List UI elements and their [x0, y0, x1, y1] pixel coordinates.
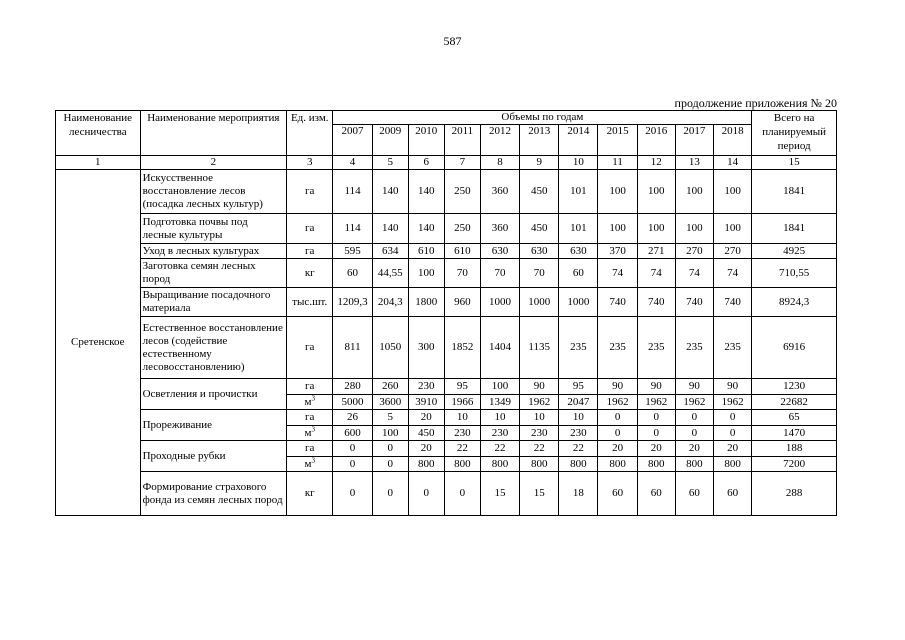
total-cell: 6916	[752, 317, 837, 379]
activity-name: Искусственное восстановление лесов (посадка лесных культур)	[140, 170, 286, 214]
value-cell: 95	[559, 379, 598, 395]
column-number: 1	[56, 156, 141, 170]
header-year: 2017	[675, 125, 713, 156]
unit-cell	[287, 244, 333, 259]
value-cell: 44,55	[372, 259, 408, 288]
value-cell: 15	[520, 472, 559, 516]
total-cell: 188	[752, 441, 837, 457]
value-cell: 0	[333, 472, 372, 516]
header-volumes: Объемы по годам	[333, 111, 752, 125]
value-cell: 800	[408, 457, 444, 472]
value-cell: 1800	[408, 288, 444, 317]
unit-text: кг	[304, 266, 315, 279]
value-cell: 300	[408, 317, 444, 379]
unit-text: га	[305, 222, 315, 234]
value-cell: 800	[520, 457, 559, 472]
value-cell: 1962	[520, 395, 559, 410]
total-cell: 7200	[752, 457, 837, 472]
value-cell: 235	[598, 317, 637, 379]
activity-name: Формирование страхового фонда из семян лесных пород	[140, 472, 286, 516]
table-row	[56, 410, 837, 426]
value-cell: 235	[559, 317, 598, 379]
value-cell: 610	[408, 244, 444, 259]
unit-superscript: 3	[311, 456, 315, 464]
value-cell: 595	[333, 244, 372, 259]
value-cell: 20	[598, 441, 637, 457]
column-number: 14	[713, 156, 751, 170]
value-cell: 0	[372, 472, 408, 516]
activity-name: Прореживание	[140, 410, 286, 441]
value-cell: 230	[444, 426, 480, 441]
value-cell: 101	[559, 214, 598, 244]
column-number: 13	[675, 156, 713, 170]
value-cell: 235	[637, 317, 675, 379]
value-cell: 1962	[675, 395, 713, 410]
value-cell: 0	[675, 426, 713, 441]
header-year: 2009	[372, 125, 408, 156]
value-cell: 630	[480, 244, 519, 259]
unit-text: тыс.шт.	[292, 295, 328, 308]
value-cell: 100	[480, 379, 519, 395]
value-cell: 95	[444, 379, 480, 395]
value-cell: 960	[444, 288, 480, 317]
value-cell: 70	[480, 259, 519, 288]
value-cell: 270	[713, 244, 751, 259]
value-cell: 1404	[480, 317, 519, 379]
value-cell: 800	[637, 457, 675, 472]
value-cell: 100	[598, 214, 637, 244]
value-cell: 450	[520, 170, 559, 214]
column-number: 11	[598, 156, 637, 170]
value-cell: 740	[675, 288, 713, 317]
value-cell: 280	[333, 379, 372, 395]
value-cell: 140	[408, 170, 444, 214]
value-cell: 800	[675, 457, 713, 472]
activity-name: Подготовка почвы под лесные культуры	[140, 214, 286, 244]
table-row	[56, 441, 837, 457]
value-cell: 100	[675, 214, 713, 244]
value-cell: 60	[559, 259, 598, 288]
value-cell: 0	[444, 472, 480, 516]
value-cell: 230	[408, 379, 444, 395]
unit-cell	[287, 395, 333, 410]
value-cell: 90	[675, 379, 713, 395]
table-row	[56, 259, 837, 288]
table-row	[56, 288, 837, 317]
value-cell: 10	[444, 410, 480, 426]
column-number: 5	[372, 156, 408, 170]
value-cell: 22	[559, 441, 598, 457]
total-cell: 1470	[752, 426, 837, 441]
value-cell: 20	[408, 441, 444, 457]
value-cell: 20	[408, 410, 444, 426]
unit-cell	[287, 214, 333, 244]
activity-name: Заготовка семян лесных пород	[140, 259, 286, 288]
value-cell: 250	[444, 170, 480, 214]
value-cell: 0	[598, 410, 637, 426]
value-cell: 740	[713, 288, 751, 317]
value-cell: 114	[333, 170, 372, 214]
value-cell: 450	[408, 426, 444, 441]
column-number: 3	[287, 156, 333, 170]
unit-cell	[287, 288, 333, 317]
column-number: 12	[637, 156, 675, 170]
value-cell: 22	[444, 441, 480, 457]
total-cell: 65	[752, 410, 837, 426]
value-cell: 90	[637, 379, 675, 395]
header-year: 2012	[480, 125, 519, 156]
value-cell: 1050	[372, 317, 408, 379]
value-cell: 22	[480, 441, 519, 457]
unit-text: га	[305, 442, 315, 454]
value-cell: 800	[444, 457, 480, 472]
header-year: 2007	[333, 125, 372, 156]
value-cell: 10	[480, 410, 519, 426]
value-cell: 1135	[520, 317, 559, 379]
value-cell: 60	[637, 472, 675, 516]
value-cell: 114	[333, 214, 372, 244]
value-cell: 90	[598, 379, 637, 395]
value-cell: 100	[408, 259, 444, 288]
value-cell: 100	[637, 214, 675, 244]
header-year: 2011	[444, 125, 480, 156]
value-cell: 360	[480, 214, 519, 244]
total-cell: 710,55	[752, 259, 837, 288]
value-cell: 630	[520, 244, 559, 259]
value-cell: 5	[372, 410, 408, 426]
header-year: 2016	[637, 125, 675, 156]
continuation-note: продолжение приложения № 20	[674, 96, 837, 110]
value-cell: 10	[520, 410, 559, 426]
unit-text: га	[305, 341, 315, 353]
volumes-table	[55, 110, 837, 516]
value-cell: 100	[713, 170, 751, 214]
unit-cell	[287, 426, 333, 441]
value-cell: 1000	[520, 288, 559, 317]
value-cell: 20	[675, 441, 713, 457]
value-cell: 3910	[408, 395, 444, 410]
value-cell: 18	[559, 472, 598, 516]
value-cell: 60	[675, 472, 713, 516]
value-cell: 0	[372, 441, 408, 457]
value-cell: 800	[480, 457, 519, 472]
column-number: 15	[752, 156, 837, 170]
value-cell: 140	[372, 170, 408, 214]
value-cell: 800	[713, 457, 751, 472]
total-cell: 4925	[752, 244, 837, 259]
value-cell: 74	[713, 259, 751, 288]
value-cell: 140	[372, 214, 408, 244]
unit-text: м	[304, 426, 312, 439]
value-cell: 100	[637, 170, 675, 214]
value-cell: 1962	[713, 395, 751, 410]
value-cell: 2047	[559, 395, 598, 410]
unit-text: м	[304, 457, 312, 470]
header-year: 2010	[408, 125, 444, 156]
value-cell: 800	[598, 457, 637, 472]
column-number: 6	[408, 156, 444, 170]
column-number: 8	[480, 156, 519, 170]
value-cell: 15	[480, 472, 519, 516]
value-cell: 70	[444, 259, 480, 288]
header-year: 2015	[598, 125, 637, 156]
value-cell: 250	[444, 214, 480, 244]
unit-superscript: 3	[311, 394, 315, 402]
value-cell: 1349	[480, 395, 519, 410]
activity-name: Уход в лесных культурах	[140, 244, 286, 259]
value-cell: 370	[598, 244, 637, 259]
value-cell: 100	[675, 170, 713, 214]
unit-cell	[287, 457, 333, 472]
value-cell: 270	[675, 244, 713, 259]
value-cell: 630	[559, 244, 598, 259]
value-cell: 26	[333, 410, 372, 426]
value-cell: 1962	[598, 395, 637, 410]
value-cell: 271	[637, 244, 675, 259]
unit-cell	[287, 472, 333, 516]
total-cell: 288	[752, 472, 837, 516]
value-cell: 100	[372, 426, 408, 441]
unit-superscript: 3	[311, 425, 315, 433]
table-row	[56, 472, 837, 516]
unit-cell	[287, 441, 333, 457]
column-number: 7	[444, 156, 480, 170]
header-year: 2018	[713, 125, 751, 156]
value-cell: 450	[520, 214, 559, 244]
value-cell: 235	[713, 317, 751, 379]
activity-name: Естественное восстановление лесов (содействие естественному лесовосстановлению)	[140, 317, 286, 379]
column-number: 9	[520, 156, 559, 170]
value-cell: 22	[520, 441, 559, 457]
total-cell: 1230	[752, 379, 837, 395]
activity-name: Проходные рубки	[140, 441, 286, 472]
column-number: 10	[559, 156, 598, 170]
unit-text: га	[305, 380, 315, 392]
total-cell: 8924,3	[752, 288, 837, 317]
value-cell: 204,3	[372, 288, 408, 317]
value-cell: 74	[598, 259, 637, 288]
value-cell: 20	[637, 441, 675, 457]
value-cell: 1000	[559, 288, 598, 317]
total-cell: 22682	[752, 395, 837, 410]
value-cell: 1000	[480, 288, 519, 317]
value-cell: 70	[520, 259, 559, 288]
value-cell: 1962	[637, 395, 675, 410]
value-cell: 0	[598, 426, 637, 441]
header-forestry: Наименование лесничества	[56, 111, 141, 156]
total-cell: 1841	[752, 170, 837, 214]
value-cell: 5000	[333, 395, 372, 410]
value-cell: 20	[713, 441, 751, 457]
unit-text: га	[305, 244, 315, 257]
header-total: Всего на планируемый период	[752, 111, 837, 156]
value-cell: 0	[637, 426, 675, 441]
header-year: 2014	[559, 125, 598, 156]
value-cell: 60	[333, 259, 372, 288]
value-cell: 360	[480, 170, 519, 214]
value-cell: 0	[675, 410, 713, 426]
unit-cell	[287, 170, 333, 214]
value-cell: 90	[713, 379, 751, 395]
forestry-name: Сретенское	[56, 170, 141, 516]
column-number: 4	[333, 156, 372, 170]
value-cell: 60	[598, 472, 637, 516]
value-cell: 74	[675, 259, 713, 288]
value-cell: 0	[408, 472, 444, 516]
value-cell: 1209,3	[333, 288, 372, 317]
header-year: 2013	[520, 125, 559, 156]
header-activity: Наименование мероприятия	[140, 111, 286, 156]
value-cell: 1966	[444, 395, 480, 410]
value-cell: 0	[713, 410, 751, 426]
value-cell: 230	[520, 426, 559, 441]
unit-text: кг	[304, 487, 315, 499]
value-cell: 100	[713, 214, 751, 244]
unit-text: га	[305, 185, 315, 197]
value-cell: 1852	[444, 317, 480, 379]
value-cell: 0	[333, 457, 372, 472]
value-cell: 101	[559, 170, 598, 214]
value-cell: 610	[444, 244, 480, 259]
total-cell: 1841	[752, 214, 837, 244]
value-cell: 0	[637, 410, 675, 426]
value-cell: 600	[333, 426, 372, 441]
column-number: 2	[140, 156, 286, 170]
value-cell: 74	[637, 259, 675, 288]
unit-cell	[287, 317, 333, 379]
value-cell: 0	[333, 441, 372, 457]
unit-text: га	[305, 411, 315, 423]
value-cell: 10	[559, 410, 598, 426]
value-cell: 740	[598, 288, 637, 317]
value-cell: 235	[675, 317, 713, 379]
table-row	[56, 379, 837, 395]
value-cell: 740	[637, 288, 675, 317]
unit-text: м	[304, 395, 312, 408]
value-cell: 230	[559, 426, 598, 441]
value-cell: 811	[333, 317, 372, 379]
value-cell: 230	[480, 426, 519, 441]
value-cell: 800	[559, 457, 598, 472]
value-cell: 0	[713, 426, 751, 441]
value-cell: 260	[372, 379, 408, 395]
value-cell: 3600	[372, 395, 408, 410]
value-cell: 140	[408, 214, 444, 244]
activity-name: Выращивание посадочного материала	[140, 288, 286, 317]
unit-cell	[287, 410, 333, 426]
value-cell: 90	[520, 379, 559, 395]
value-cell: 634	[372, 244, 408, 259]
header-unit: Ед. изм.	[287, 111, 333, 156]
value-cell: 100	[598, 170, 637, 214]
activity-name: Осветления и прочистки	[140, 379, 286, 410]
value-cell: 0	[372, 457, 408, 472]
page-number: 587	[443, 34, 462, 48]
table-row	[56, 244, 837, 259]
value-cell: 60	[713, 472, 751, 516]
table-row	[56, 214, 837, 244]
table-row	[56, 170, 837, 214]
unit-cell	[287, 379, 333, 395]
unit-cell	[287, 259, 333, 288]
table-row	[56, 317, 837, 379]
